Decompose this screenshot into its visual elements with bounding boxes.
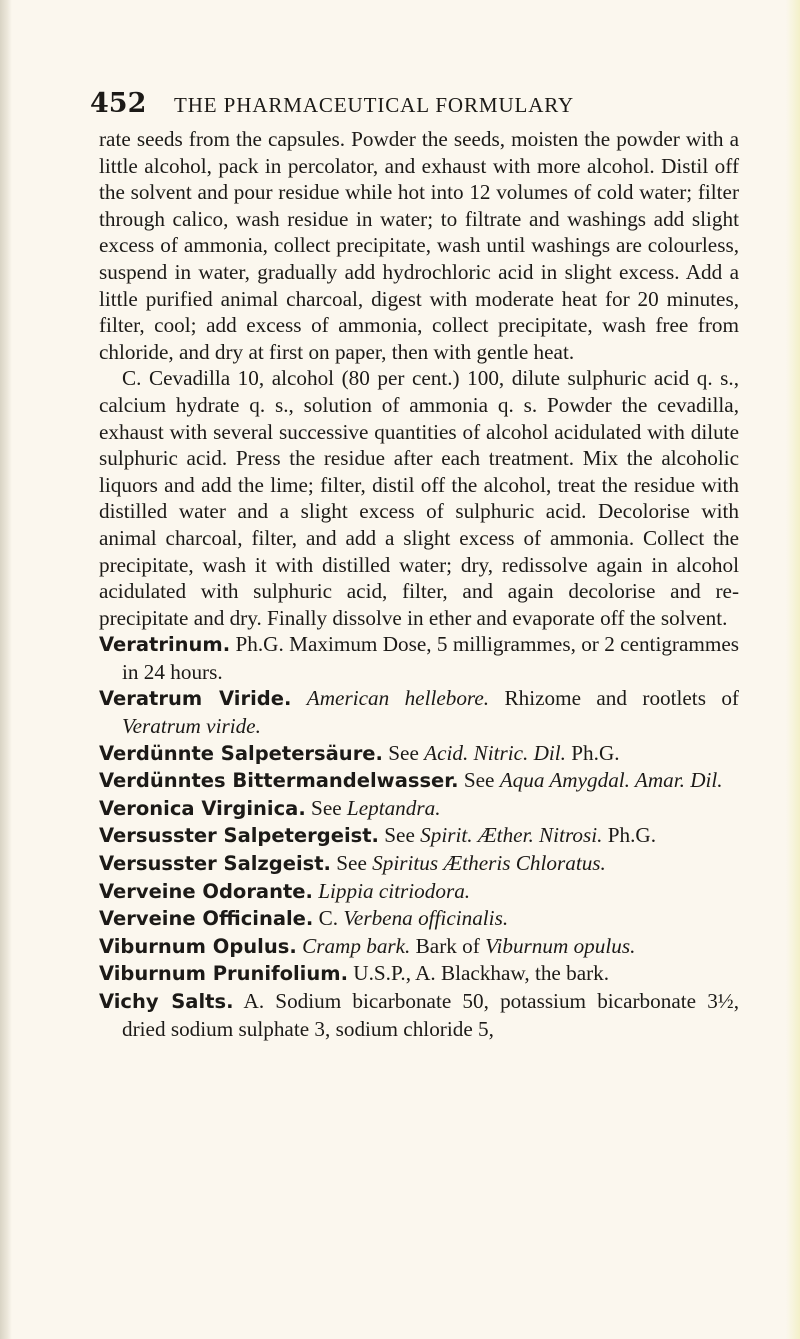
entry-headword: Veratrum Viride.	[99, 687, 292, 711]
entry-versusster-salzgeist: Versusster Salzgeist. See Spiritus Ætheris Chloratus.	[99, 851, 606, 876]
entry-headword: Verdünnte Salpetersäure.	[99, 741, 383, 765]
page-body	[99, 126, 739, 1042]
entry-headword: Veratrinum.	[99, 633, 231, 657]
entry-headword: Veronica Virginica.	[99, 796, 306, 820]
entry-headword: Versusster Salpetergeist.	[99, 824, 379, 848]
paragraph-continuation: rate seeds from the capsules. Powder the seeds, moisten the powder with a little alcohol, pack in percolator, and exhaust with more alcohol. Distil off the solvent and pour residue while hot into 12 volumes of cold water; filter through calico, wash residue in water; to filtrate and washings add slight excess of ammonia, collect precipitate, wash until washings are colourless, suspend in water, gradually add hydrochloric acid in slight excess. Add a little purified animal charcoal, digest with moderate heat for 20 minutes, filter, cool; add excess of ammonia, collect precipitate, wash free from chloride, and dry at first on paper, then with gentle heat.	[99, 127, 739, 364]
running-head: THE PHARMACEUTICAL FORMULARY	[174, 93, 575, 117]
entry-verveine-officinale: Verveine Officinale. C. Verbena officinalis.	[99, 906, 509, 931]
entry-viburnum-prunifolium: Viburnum Prunifolium. U.S.P., A. Blackhaw, the bark.	[99, 961, 610, 986]
entry-headword: Versusster Salzgeist.	[99, 852, 331, 876]
entry-verveine-odorante: Verveine Odorante. Lippia citriodora.	[99, 878, 471, 903]
entry-headword: Verdünntes Bittermandelwasser.	[99, 769, 459, 793]
entry-headword: Viburnum Prunifolium.	[99, 962, 348, 986]
entry-headword: Viburnum Opulus.	[99, 934, 297, 958]
entry-versusster-salpetergeist: Versusster Salpetergeist. See Spirit. Æther. Nitrosi. Ph.G.	[99, 823, 657, 848]
entry-veratrum-viride: Veratrum Viride. American hellebore. Rhizome and rootlets of Veratrum viride.	[99, 686, 739, 739]
page-gutter-shadow	[0, 0, 12, 1339]
entry-veronica-virginica: Veronica Virginica. See Leptandra.	[99, 795, 441, 820]
paragraph-cevadilla-method: C. Cevadilla 10, alcohol (80 per cent.) 100, dilute sulphuric acid q. s., calcium hydrate q. s., solution of ammonia q. s. Powder the cevadilla, exhaust with several successive quantities of alcohol acidulated with dilute sulphuric acid. Press the residue after each treatment. Mix the alcoholic liquors and add the lime; filter, distil off the alcohol, treat the residue with distilled water and a slight excess of sulphuric acid. Decolorise with animal charcoal, filter, and add a slight excess of ammonia. Collect the precipitate, wash it with distilled water; dry, redissolve again in alcohol acidulated with sulphuric acid, filter, and again decolorise and re-precipitate and dry. Finally dissolve in ether and evaporate off the solvent.	[99, 366, 739, 630]
entry-viburnum-opulus: Viburnum Opulus. Cramp bark. Bark of Viburnum opulus.	[99, 933, 636, 958]
entry-verdunntes-bittermandelwasser: Verdünntes Bittermandelwasser. See Aqua Amygdal. Amar. Dil.	[99, 768, 723, 793]
entry-headword: Vichy Salts.	[99, 990, 234, 1013]
entry-vichy-salts: Vichy Salts. A. Sodium bicarbonate 50, potassium bicarbonate 3½, dried sodium sulphate 3, sodium chloride 5,	[99, 989, 739, 1041]
page-number: 452	[90, 88, 147, 119]
page-edge-discoloration	[786, 0, 800, 1339]
entry-headword: Verveine Odorante.	[99, 879, 313, 903]
entry-veratrinum: Veratrinum. Ph.G. Maximum Dose, 5 milligrammes, or 2 centigrammes in 24 hours.	[99, 632, 739, 684]
page-header	[90, 88, 730, 119]
entry-headword: Verveine Officinale.	[99, 907, 314, 931]
entry-verdunnte-salpetersaure: Verdünnte Salpetersäure. See Acid. Nitric. Dil. Ph.G.	[99, 740, 620, 765]
